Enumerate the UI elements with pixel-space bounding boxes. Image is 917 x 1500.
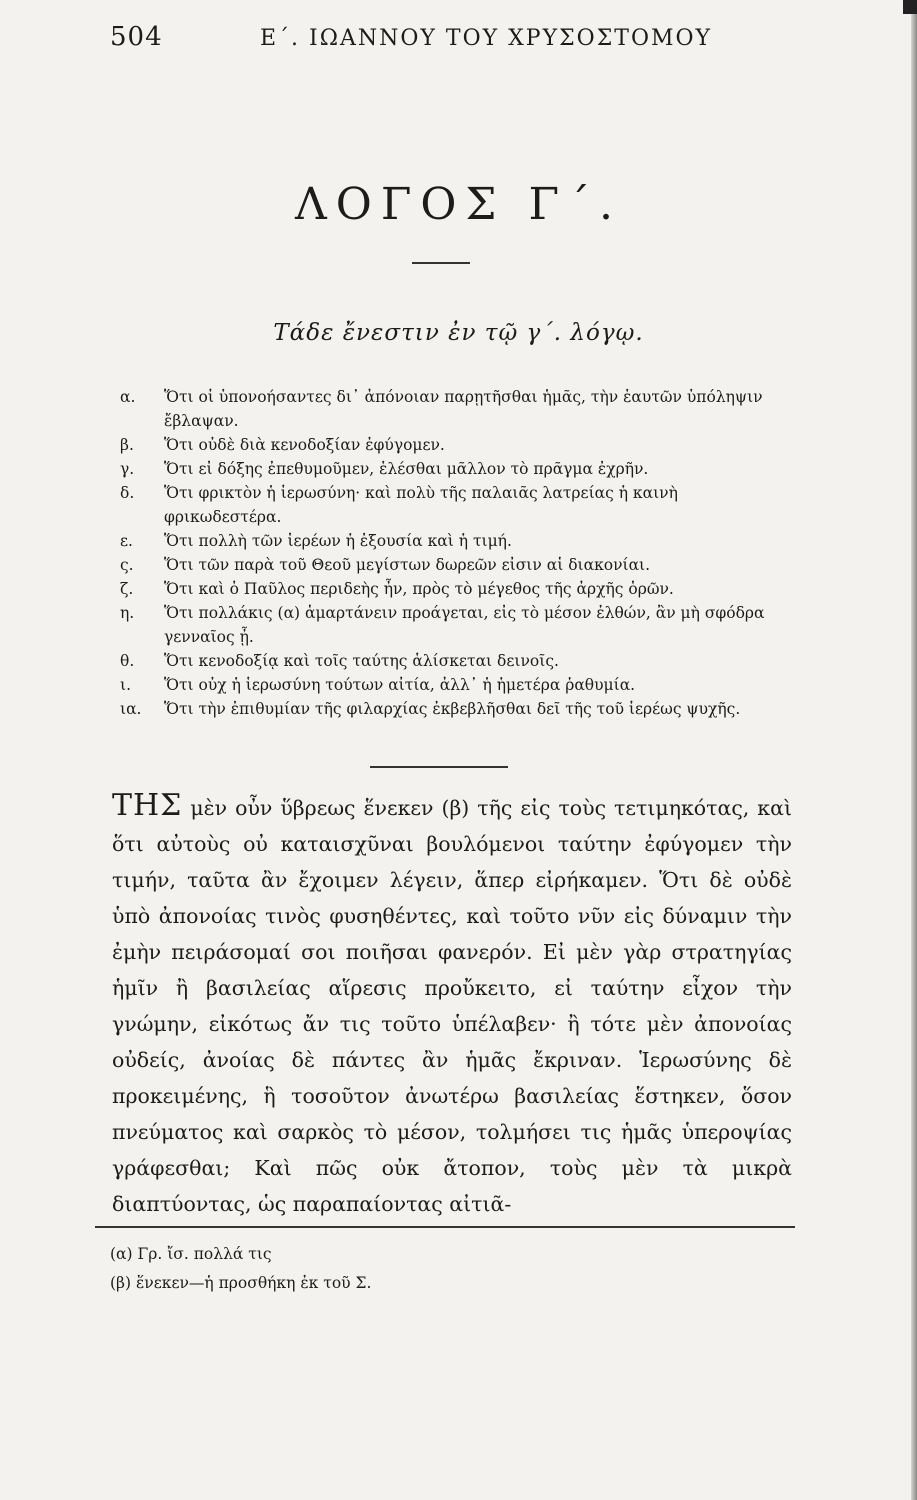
contents-marker: θ. bbox=[120, 652, 135, 670]
contents-item bbox=[120, 481, 800, 529]
page-header bbox=[110, 22, 830, 62]
contents-text: Ὅτι τὴν ἐπιθυμίαν τῆς φιλαρχίας ἐκβεβλῆσθαι δεῖ τῆς τοῦ ἱερέως ψυχῆς. bbox=[164, 700, 741, 718]
contents-marker: ι. bbox=[120, 676, 132, 694]
opening-word: ΤΗΣ bbox=[112, 788, 183, 823]
contents-text: Ὅτι καὶ ὁ Παῦλος περιδεὴς ἦν, πρὸς τὸ μέγεθος τῆς ἀρχῆς ὁρῶν. bbox=[164, 580, 674, 598]
contents-text: Ὅτι οὐχ ἡ ἱερωσύνη τούτων αἰτία, ἀλλ᾽ ἡ ἡμετέρα ῥαθυμία. bbox=[164, 676, 636, 694]
contents-marker: ζ. bbox=[120, 580, 134, 598]
contents-heading: Τάδε ἔνεστιν ἐν τῷ γ΄. λόγῳ. bbox=[273, 320, 644, 346]
contents-marker: ια. bbox=[120, 700, 142, 718]
body-text bbox=[112, 788, 792, 1222]
contents-item bbox=[120, 697, 800, 721]
contents-marker: ε. bbox=[120, 532, 133, 550]
contents-marker: η. bbox=[120, 604, 135, 622]
contents-marker: β. bbox=[120, 436, 134, 454]
page-number: 504 bbox=[110, 22, 163, 52]
contents-item bbox=[120, 577, 800, 601]
contents-marker: δ. bbox=[120, 484, 135, 502]
title-rule bbox=[412, 262, 470, 264]
contents-text: Ὅτι φρικτὸν ἡ ἱερωσύνη· καὶ πολὺ τῆς παλαιᾶς λατρείας ἡ καινὴ φρικωδεστέρα. bbox=[164, 484, 678, 526]
running-title: Ε΄. ΙΩΑΝΝΟΥ ΤΟΥ ΧΡΥΣΟΣΤΟΜΟΥ bbox=[260, 26, 713, 51]
contents-text: Ὅτι οἱ ὑπονοήσαντες δι᾽ ἀπόνοιαν παρῃτῆσθαι ἡμᾶς, τὴν ἑαυτῶν ὑπόληψιν ἔβλαψαν. bbox=[164, 388, 763, 430]
section-rule bbox=[370, 766, 508, 768]
contents-item bbox=[120, 673, 800, 697]
contents-marker: ς. bbox=[120, 556, 134, 574]
contents-item bbox=[120, 385, 800, 433]
contents-item bbox=[120, 553, 800, 577]
contents-marker: γ. bbox=[120, 460, 135, 478]
body-paragraph-text: μὲν οὖν ὕβρεως ἕνεκεν (β) τῆς εἰς τοὺς τετιμηκότας, καὶ ὅτι αὐτοὺς οὐ καταισχῦναι βουλόμενοι ταύτην ἐφύγομεν τὴν τιμήν, ταῦτα ἂν ἔχοιμεν λέγειν, ἅπερ εἰρήκαμεν. Ὅτι δὲ οὐδὲ ὑπὸ ἀπονοίας τινὸς φυσηθέντες, καὶ τοῦτο νῦν εἰς δύναμιν τὴν ἐμὴν πειράσομαί σοι ποιῆσαι φανερόν. Εἰ μὲν γὰρ στρατηγίας ἡμῖν ἢ βασιλείας αἵρεσις προὔκειτο, εἰ ταύτην εἶχον τὴν γνώμην, εἰκότως ἄν τις τοῦτο ὑπέλαβεν· ἢ τότε μὲν ἀπονοίας οὐδείς, ἀνοίας δὲ πάντες ἂν ἡμᾶς ἔκριναν. Ἱερωσύνης δὲ προκειμένης, ἣ τοσοῦτον ἀνωτέρω βασιλείας ἕστηκεν, ὅσον πνεύματος καὶ σαρκὸς τὸ μέσον, τολμήσει τις ἡμᾶς ὑπεροψίας γράφεσθαι; Καὶ πῶς οὐκ ἄτοπον, τοὺς μὲν τὰ μικρὰ διαπτύοντας, ὡς παραπαίοντας αἰτιᾶ- bbox=[112, 796, 792, 1216]
contents-text: Ὅτι πολλάκις (α) ἁμαρτάνειν προάγεται, εἰς τὸ μέσον ἐλθών, ἂν μὴ σφόδρα γενναῖος ᾖ. bbox=[164, 604, 765, 646]
contents-text: Ὅτι εἰ δόξης ἐπεθυμοῦμεν, ἑλέσθαι μᾶλλον τὸ πρᾶγμα ἐχρῆν. bbox=[164, 460, 649, 478]
contents-item bbox=[120, 529, 800, 553]
footnote: (α) Γρ. ἴσ. πολλά τις bbox=[110, 1245, 272, 1263]
contents-text: Ὅτι τῶν παρὰ τοῦ Θεοῦ μεγίστων δωρεῶν εἰσιν αἱ διακονίαι. bbox=[164, 556, 651, 574]
contents-item bbox=[120, 649, 800, 673]
contents-item bbox=[120, 457, 800, 481]
footnote-rule bbox=[95, 1226, 795, 1228]
contents-text: Ὅτι οὐδὲ διὰ κενοδοξίαν ἐφύγομεν. bbox=[164, 436, 445, 454]
section-title: ΛΟΓΟΣ Γ΄. bbox=[294, 179, 623, 231]
body-paragraph bbox=[112, 788, 792, 1222]
contents-marker: α. bbox=[120, 388, 136, 406]
footnote: (β) ἕνεκεν—ἡ προσθήκη ἐκ τοῦ Σ. bbox=[110, 1274, 372, 1292]
contents-text: Ὅτι κενοδοξίᾳ καὶ τοῖς ταύτης ἁλίσκεται δεινοῖς. bbox=[164, 652, 559, 670]
contents-text: Ὅτι πολλὴ τῶν ἱερέων ἡ ἐξουσία καὶ ἡ τιμή. bbox=[164, 532, 512, 550]
contents-list bbox=[120, 385, 800, 721]
footnotes bbox=[110, 1240, 790, 1298]
contents-item bbox=[120, 433, 800, 457]
page-corner bbox=[903, 0, 917, 14]
contents-item bbox=[120, 601, 800, 649]
